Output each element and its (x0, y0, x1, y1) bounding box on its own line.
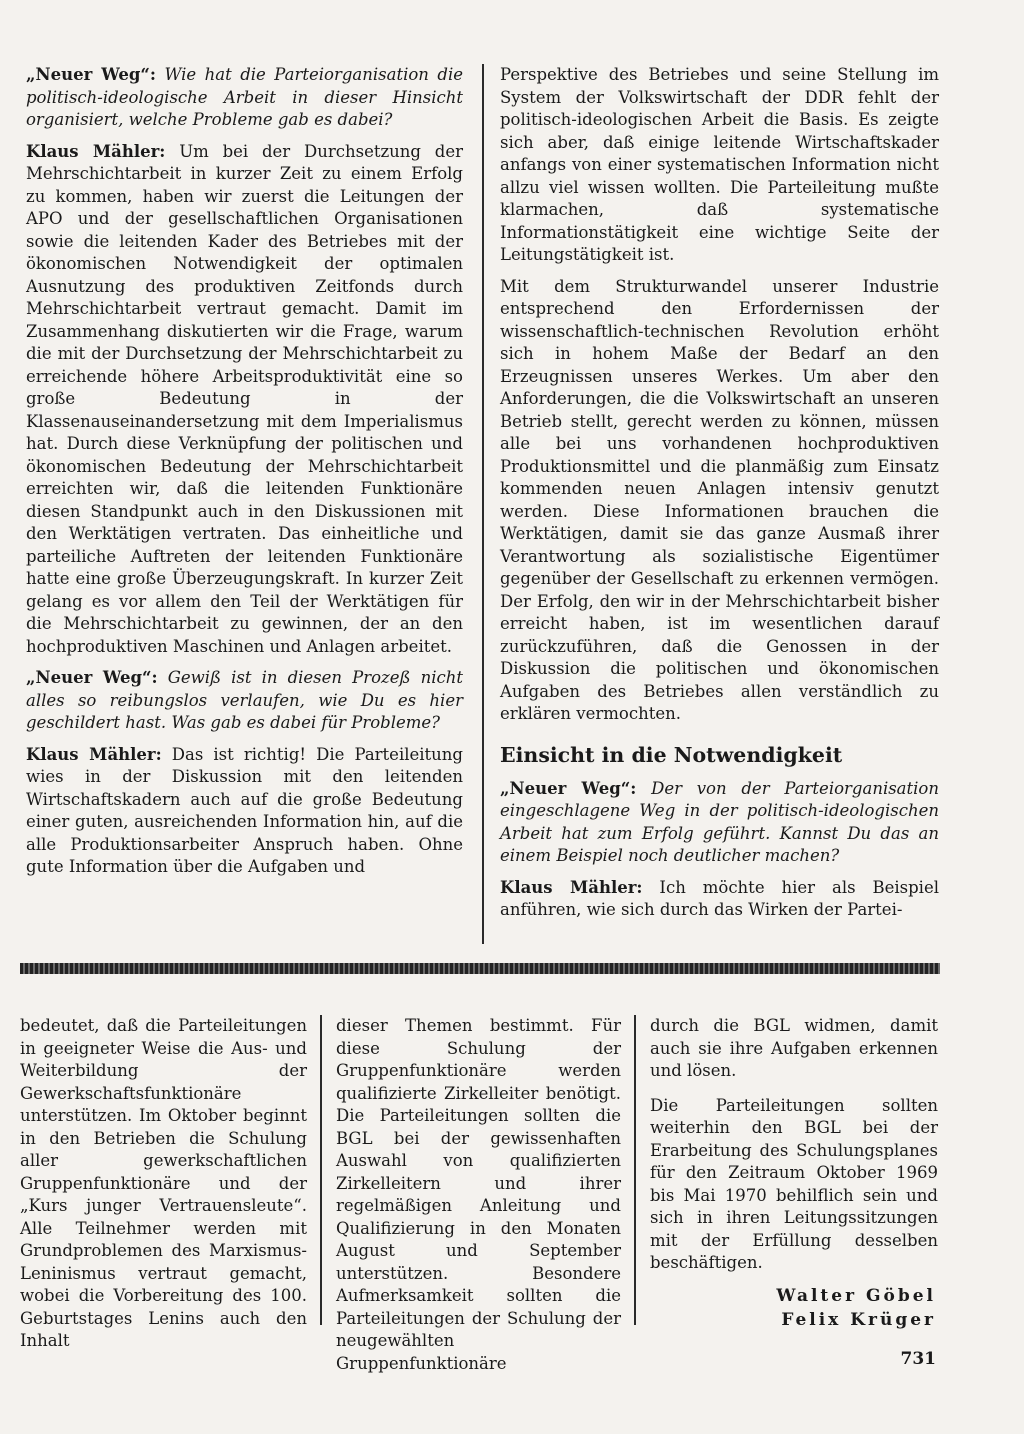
author-signature-2: Felix Krüger (781, 1310, 936, 1330)
speaker-label: „Neuer Weg“: (500, 778, 637, 798)
author-signature-1: Walter Göbel (776, 1286, 936, 1306)
column-divider-upper (482, 64, 484, 944)
question-text: Wie hat die Parteiorganisation die politisch-ideologische Arbeit in dieser Hinsicht organisiert, welche Probleme gab es dabei? (26, 65, 463, 129)
question-1 (26, 64, 463, 132)
speaker-label: Klaus Mähler: (500, 877, 643, 897)
answer-2 (26, 744, 463, 879)
answer-text: Ich möchte hier als Beispiel anführen, wie sich durch das Wirken der Partei- (500, 877, 939, 919)
question-text: Gewiß ist in diesen Prozeß nicht alles so reibungslos verlaufen, wie Du es hier geschildert hast. Was gab es dabei für Probleme? (26, 668, 463, 732)
question-text: Der von der Parteiorganisation eingeschlagene Weg in der politisch-ideologischen Arbeit hat zum Erfolg geführt. Kannst Du das an einem Beispiel noch deutlicher machen? (500, 778, 939, 865)
upper-right-column (500, 64, 939, 922)
paragraph: Mit dem Strukturwandel unserer Industrie entsprechend den Erfordernissen der wissenschaftlich-technischen Revolution erhöht sich in hohem Maße der Bedarf an den Erzeugnissen unseres Werkes. Um aber den Anforderungen, die die Volkswirtschaft an unseren Betrieb stellt, gerecht werden zu können, müssen alle bei uns vorhandenen hochproduktiven Produktionsmittel und die planmäßig zum Einsatz kommenden neuen Anlagen intensiv genutzt werden. Diese Informationen brauchen die Werktätigen, damit sie das ganze Ausmaß ihrer Verantwortung als sozialistische Eigentümer gegenüber der Gesellschaft zu erkennen vermögen. Der Erfolg, den wir in der Mehrschichtarbeit bisher erreicht haben, ist im wesentlichen darauf zurückzuführen, daß die Genossen in der Diskussion die politischen und ökonomischen Aufgaben des Betriebes allen verständlich zu erklären vermochten. (500, 276, 939, 723)
question-3 (500, 778, 939, 868)
answer-3 (500, 877, 939, 922)
speaker-label: Klaus Mähler: (26, 141, 166, 161)
paragraph: Die Parteileitungen sollten weiterhin den BGL bei der Erarbeitung des Schulungsplanes für den Zeitraum Oktober 1969 bis Mai 1970 behilflich sein und sich in ihren Leitungssitzungen mit der Erfüllung desselben beschäftigen. (650, 1095, 938, 1272)
bottom-column-3 (650, 1015, 938, 1275)
upper-left-column (26, 64, 463, 879)
paragraph: durch die BGL widmen, damit auch sie ihre Aufgaben erkennen und lösen. (650, 1016, 938, 1080)
bottom-column-2 (336, 1015, 621, 1375)
answer-text: Um bei der Durchsetzung der Mehrschichtarbeit in kurzer Zeit zu einem Erfolg zu kommen, haben wir zuerst die Leitungen der APO und der gesellschaftlichen Organisationen sowie die leitenden Kader des Betriebes mit der ökonomischen Notwendigkeit der optimalen Ausnutzung des produktiven Zeitfonds durch Mehrschichtarbeit vertraut gemacht. Damit im Zusammenhang diskutierten wir die Frage, warum die mit der Durchsetzung der Mehrschichtarbeit zu erreichende höhere Arbeitsproduktivität eine so große Bedeutung in der Klassenauseinandersetzung mit dem Imperialismus hat. Durch diese Verknüpfung der politischen und ökonomischen Bedeutung der Mehrschichtarbeit erreichten wir, daß die leitenden Funktionäre diesen Standpunkt auch in den Diskussionen mit den Werktätigen vertraten. Das einheitliche und parteiliche Auftreten der leitenden Funktionäre hatte eine große Überzeugungskraft. In kurzer Zeit gelang es vor allem den Teil der Werktätigen für die Mehrschichtarbeit zu gewinnen, der an den hochproduktiven Maschinen und Anlagen arbeitet. (26, 141, 463, 656)
section-separator-rule (20, 963, 940, 974)
answer-1 (26, 141, 463, 659)
paragraph: Perspektive des Betriebes und seine Stellung im System der Volkswirtschaft der DDR fehlt der politisch-ideologischen Arbeit die Basis. Es zeigte sich aber, daß einige leitende Wirtschaftskader anfangs von einer systematischen Information nicht allzu viel wissen wollten. Die Parteileitung mußte klarmachen, daß systematische Informationstätigkeit eine wichtige Seite der Leitungstätigkeit ist. (500, 65, 939, 264)
paragraph: bedeutet, daß die Parteileitungen in geeigneter Weise die Aus- und Weiterbildung der Gewerkschaftsfunktionäre unterstützen. Im Oktober beginnt in den Betrieben die Schulung aller gewerkschaftlichen Gruppenfunktionäre und der „Kurs junger Vertrauensleute“. Alle Teilnehmer werden mit Grundproblemen des Marxismus-Leninismus vertraut gemacht, wobei die Vorbereitung des 100. Geburtstages Lenins auch den Inhalt (20, 1016, 307, 1350)
page-number: 731 (900, 1349, 936, 1369)
column-divider-bottom-1 (320, 1015, 322, 1325)
column-divider-bottom-2 (634, 1015, 636, 1325)
bottom-column-1 (20, 1015, 307, 1353)
speaker-label: „Neuer Weg“: (26, 668, 158, 687)
section-heading: Einsicht in die Notwendigkeit (500, 742, 843, 767)
paragraph: dieser Themen bestimmt. Für diese Schulung der Gruppenfunktionäre werden qualifizierte Zirkelleiter benötigt. Die Parteileitungen sollten die BGL bei der gewissenhaften Auswahl von qualifizierten Zirkelleitern und ihrer regelmäßigen Anleitung und Qualifizierung in den Monaten August und September unterstützen. Besondere Aufmerksamkeit sollten die Parteileitungen der Schulung der neugewählten Gruppenfunktionäre (336, 1016, 621, 1373)
answer-text: Das ist richtig! Die Parteileitung wies in der Diskussion mit den leitenden Wirtschaftskadern auch auf die große Bedeutung einer guten, ausreichenden Information hin, auf die alle Produktionsarbeiter Anspruch haben. Ohne gute Information über die Aufgaben und (26, 744, 463, 876)
speaker-label: Klaus Mähler: (26, 744, 162, 764)
question-2 (26, 667, 463, 735)
speaker-label: „Neuer Weg“: (26, 65, 157, 84)
